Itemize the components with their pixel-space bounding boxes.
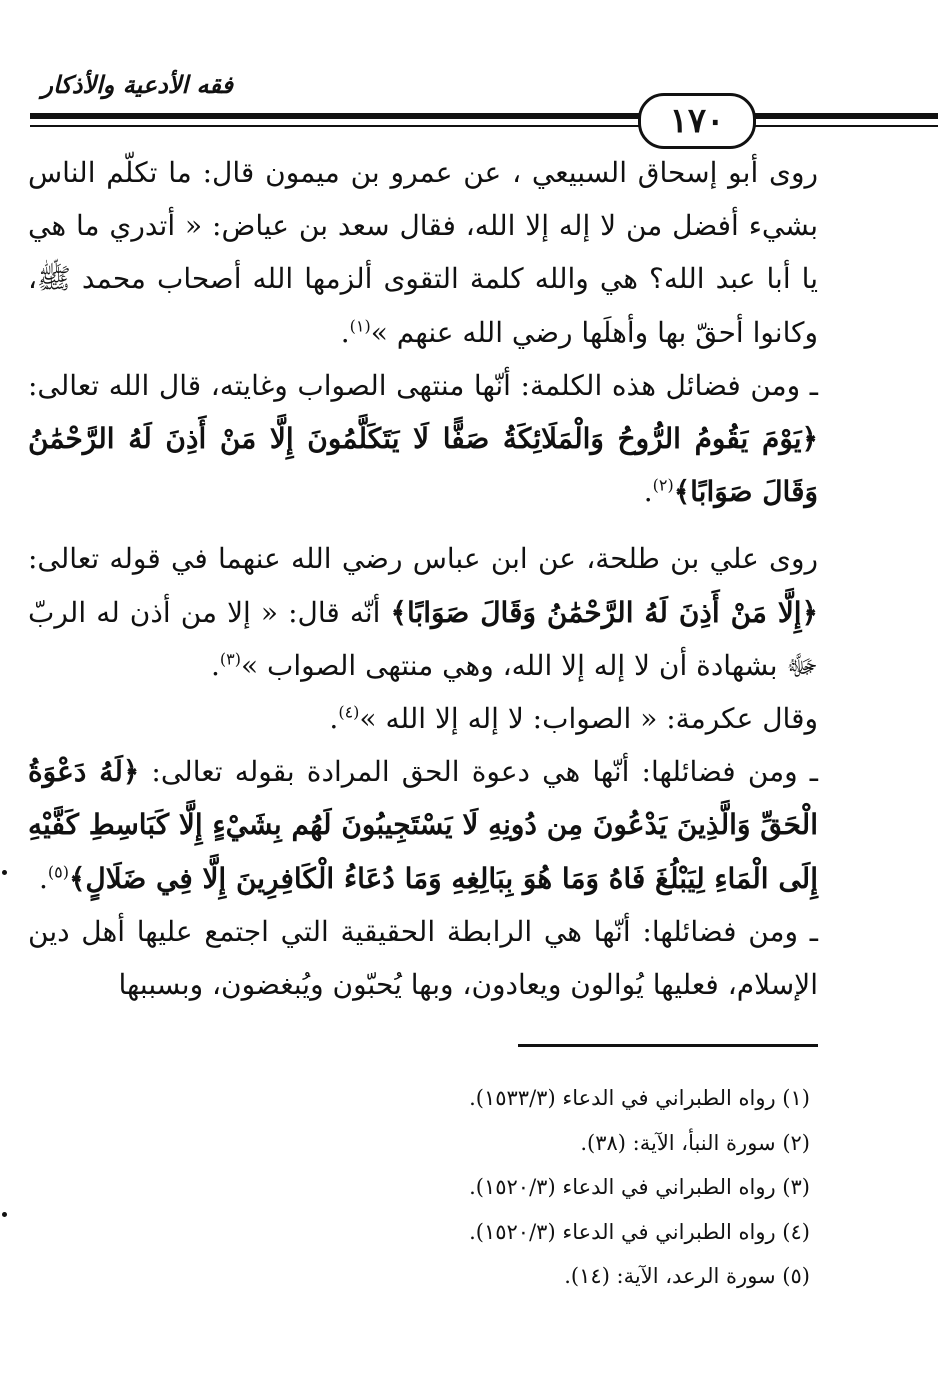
footnote-4: (٤) رواه الطبراني في الدعاء (١٥٢٠/٣). <box>469 1219 810 1244</box>
footnote-1: (١) رواه الطبراني في الدعاء (١٥٣٣/٣). <box>469 1086 810 1110</box>
paragraph-end: . <box>643 475 653 509</box>
footnote-ref-5: (٥) <box>47 862 69 882</box>
footnotes <box>100 1076 810 1299</box>
paragraph-6 <box>28 905 818 1011</box>
footnote-ref-3: (٣) <box>219 649 241 669</box>
footnote-2: (٢) سورة النبأ، الآية: (٣٨). <box>580 1130 810 1155</box>
paragraph-end: . <box>210 648 220 682</box>
paragraph-end: . <box>340 315 350 349</box>
running-header-title: فقه الأدعية والأذكار <box>41 70 233 99</box>
paragraph-text: ـ ومن فضائلها: أنّها هي الرابطة الحقيقية التي اجتمع عليها أهل دين الإسلام، فعليها يُوالون ويعادون، وبها يُحبّون ويُبغضون، وبسببها <box>28 914 818 1002</box>
quran-verse: ﴿إِلَّا مَنْ أَذِنَ لَهُ الرَّحْمَٰنُ وَقَالَ صَوَابًا﴾ <box>390 595 818 629</box>
scan-speck <box>2 870 7 875</box>
paragraph-1 <box>28 146 818 359</box>
paragraph-3 <box>28 532 818 692</box>
paragraph-text: ـ ومن فضائل هذه الكلمة: أنّها منتهى الصواب وغايته، قال الله تعالى: <box>28 368 818 402</box>
paragraph-text: وقال عكرمة: « الصواب: لا إله إلا الله » <box>359 702 818 736</box>
paragraph-4 <box>28 692 818 745</box>
quran-verse: ﴿لَهُ دَعْوَةُ الْحَقِّ وَالَّذِينَ يَدْعُونَ مِن دُونِهِ لَا يَسْتَجِيبُونَ لَهُم بِشَيْءٍ إِلَّا كَبَاسِطِ كَفَّيْهِ إِلَى الْمَاءِ لِيَبْلُغَ فَاهُ وَمَا هُوَ بِبَالِغِهِ وَمَا دُعَاءُ الْكَافِرِينَ إِلَّا فِي ضَلَالٍ﴾ <box>28 755 818 895</box>
paragraph-text: روى أبو إسحاق السبيعي ، عن عمرو بن ميمون قال: ما تكلّم الناس بشيء أفضل من لا إله إلا الله، فقال سعد بن عياض: « أتدري ما هي يا أبا عبد الله؟ هي والله كلمة التقوى ألزمها الله أصحاب محمد ﷺ، وكانوا أحقّ بها وأهلَها رضي الله عنهم » <box>28 156 818 349</box>
paragraph-end: . <box>39 861 48 895</box>
paragraph-text: روى علي بن طلحة، عن ابن عباس رضي الله عنهما في قوله تعالى: <box>28 542 818 576</box>
quran-verse: ﴿يَوْمَ يَقُومُ الرُّوحُ وَالْمَلَائِكَةُ صَفًّا لَا يَتَكَلَّمُونَ إِلَّا مَنْ أَذِنَ لَهُ الرَّحْمَٰنُ وَقَالَ صَوَابًا﴾ <box>28 422 818 509</box>
paragraph-text: ـ ومن فضائلها: أنّها هي دعوة الحق المرادة بقوله تعالى: <box>139 755 819 789</box>
paragraph-5 <box>28 745 818 905</box>
header-rule-thick <box>30 113 938 119</box>
footnote-ref-2: (٢) <box>652 475 674 495</box>
header-rule-thin <box>30 125 938 127</box>
footnote-ref-4: (٤) <box>338 702 360 722</box>
footnote-ref-1: (١) <box>349 316 371 336</box>
paragraph-end: . <box>329 702 339 736</box>
page-number: ١٧٠ <box>638 93 756 149</box>
footnote-5: (٥) سورة الرعد، الآية: (١٤). <box>564 1264 810 1288</box>
paragraph-2 <box>28 359 818 519</box>
footnote-separator <box>518 1044 818 1047</box>
paragraph-text-cont: أنّه قال: « إلا من أذن له الربّ ﷻ بشهادة أن لا إله إلا الله، وهي منتهى الصواب » <box>28 595 818 682</box>
main-text <box>28 146 818 1011</box>
scan-speck <box>2 1212 7 1217</box>
footnote-3: (٣) رواه الطبراني في الدعاء (١٥٢٠/٣). <box>469 1175 810 1199</box>
